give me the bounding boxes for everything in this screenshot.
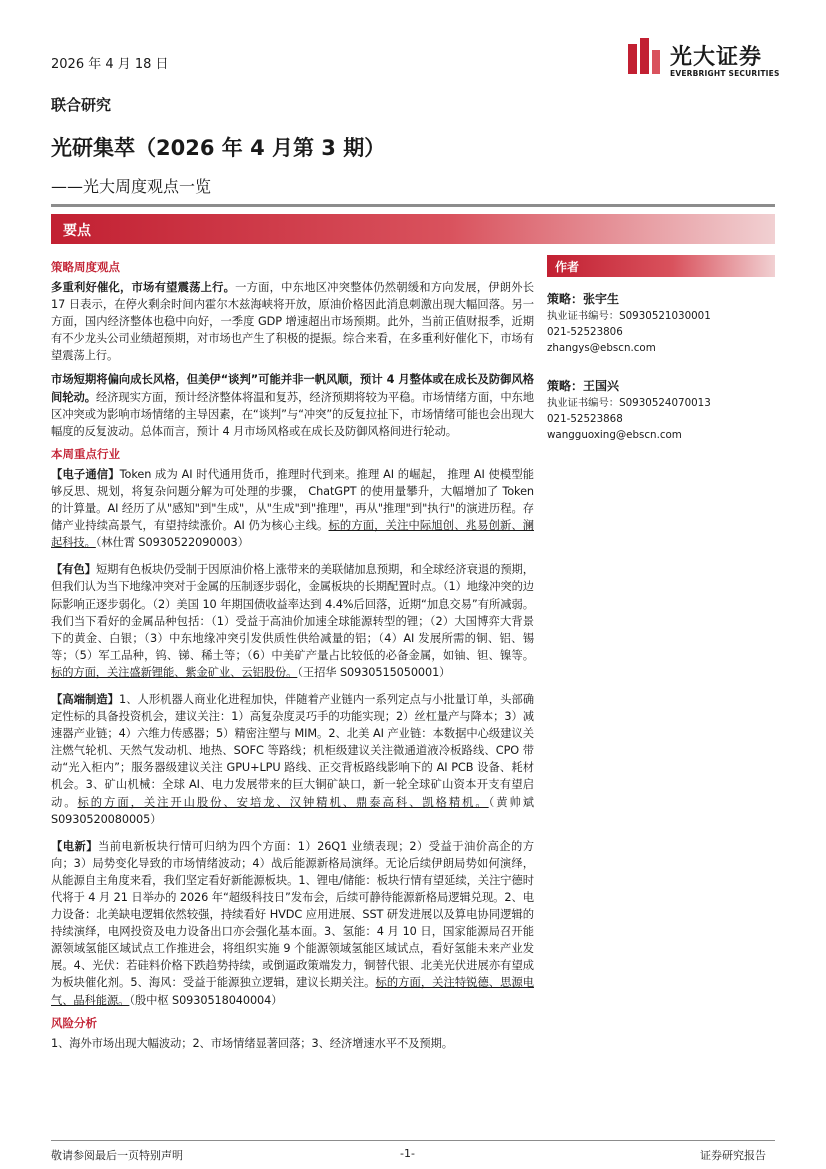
author-card [547, 378, 775, 443]
industry-body: 当前电新板块行情可归纳为四个方面：1）26Q1 业绩表现；2）受益于油价高企的方向；3）局势变化导致的市场情绪波动；4）战后能源新格局演绎。无论后续伊朗局势如何演绎，从能源自主角度来看，我们坚定看好新能源板块。1、锂电/储能：板块行情有望延续，关注宁德时代将于 4 月 21 日举办的 2026 年“超级科技日”发布会，后续可静待能源新格局逻辑兑现。2、电力设备：北美缺电逻辑依然较强，持续看好 HVDC 应用进展、SST 研发进展以及算电协同逻辑的持续演绎，电网投资及电力设备出口亦会强化基本面。3、氢能：4 月 10 日，国家能源局召开能源领域氢能区域试点工作推进会，将组织实施 9 个能源领域氢能区域试点，看好氢能未来产业发展。4、光伏：若硅料价格下跌趋势持续，或倒逼政策端发力，铜替代银、北美光伏进展亦有望成为板块催化剂。5、海风：受益于能源独立逻辑，建议长期关注。 [51, 839, 534, 990]
strategy-section-title: 策略周度观点 [51, 260, 120, 274]
industry-item-manufacturing [51, 691, 534, 828]
industry-targets: 标的方面，关注中际旭创、兆易创新、澜起科技。 [51, 519, 534, 550]
page-subtitle: ——光大周度观点一览 [51, 177, 212, 196]
risk-section-title: 风险分析 [51, 1015, 97, 1030]
key-points-label: 要点 [63, 223, 91, 239]
strategy-p2-headline: 市场短期将偏向成长风格，但美伊“谈判”可能并非一帆风顺，预计 4 月整体或在成长及防御风格间轮动。 [51, 373, 534, 404]
brand-logo [626, 36, 786, 86]
author-phone: 021-52523806 [547, 326, 623, 338]
author-cert: 执业证书编号：S0930521030001 [547, 310, 711, 322]
industry-analyst: （王招华 S0930515050001） [297, 665, 451, 679]
industry-item-power-equipment [51, 838, 534, 1009]
risk-text: 1、海外市场出现大幅波动；2、市场情绪显著回落；3、经济增速水平不及预期。 [51, 1036, 453, 1050]
industry-analyst: （林仕霄 S0930522090003） [95, 536, 249, 550]
author-name: 策略：王国兴 [547, 379, 620, 393]
everbright-logo-icon [626, 38, 662, 78]
industry-body: 短期有色板块仍受制于因原油价格上涨带来的美联储加息预期，和全球经济衰退的预期，但我们认为当下地缘冲突对于金属的压制逐步弱化，金属板块的长期配置时点。（1）地缘冲突的边际影响正逐步弱化。（2）美国 10 年期国债收益率达到 4.4%后回落，近期“加息交易”有所减弱。我们当下看好的金属品种包括：（1）受益于高油价加速全球能源转型的锂；（2）大国博弈大背景下的黄金、白银；（3）中东地缘冲突引发供质性供给减量的铝；（4）AI 发展所需的铜、铝、锡等；（5）军工品种，钨、锑、稀土等；（6）中美矿产量占比较低的必备金属，如铀、钽、镍等。 [51, 563, 534, 662]
industry-analyst: （黄帅斌 S0930520080005） [51, 795, 534, 826]
footer-disclaimer: 敬请参阅最后一页特别声明 [51, 1149, 183, 1162]
industry-targets: 标的方面，关注盛新锂能、紫金矿业、云铝股份。 [51, 665, 298, 679]
author-panel [547, 255, 775, 443]
author-name: 策略：张宇生 [547, 292, 620, 306]
author-cert: 执业证书编号：S0930524070013 [547, 397, 711, 409]
main-content [51, 260, 534, 1052]
author-email[interactable]: wangguoxing@ebscn.com [547, 429, 682, 441]
industry-analyst: （殷中枢 S0930518040004） [129, 993, 283, 1007]
industry-body: Token 成为 AI 时代通用货币，推理时代到来。推理 AI 的崛起， 推理 AI 使模型能够反思、规划，将复杂问题分解为可处理的步骤， ChatGPT 的使用量攀升，大幅增加了 Token 的计算量。AI 经历了从"感知"到"生成"，从"生成"到"推理"，再从"推理"到"执行"的演进历程。存储产业持续高景气，有望持续涨价。AI 仍为核心主线。 [51, 467, 534, 533]
footer-report-type: 证券研究报告 [700, 1149, 766, 1162]
report-type: 联合研究 [51, 96, 112, 114]
industry-body: 1、人形机器人商业化进程加快，伴随着产业链内一系列定点与小批量订单，头部确定性标的具备投资机会，建议关注：1）高复杂度灵巧手的功能实现；2）丝杠量产与降本；3）减速器产业链；4）六维力传感器；5）精密注塑与 MIM。2、北美 AI 产业链：本数据中心级建议关注燃气轮机、天然气发动机、地热、SOFC 等路线；机柜级建议关注微通道液冷板路线、CPO 带动“光入柜内”；服务器级建议关注 GPU+LPU 路线、正交背板路线影响下的 AI PCB 设备、耗材机会。3、矿山机械：全球 AI、电力发展带来的巨大铜矿缺口，新一轮全球矿山资本开支有望启动。 [51, 692, 535, 809]
industry-tag: 【电子通信】 [51, 467, 120, 481]
author-header [547, 255, 775, 277]
strategy-p1-body: 一方面，中东地区冲突整体仍然朝缓和方向发展，伊朗外长 17 日表示，在停火剩余时间内霍尔木兹海峡将开放，原油价格因此消息刺激出现大幅回落。另一方面，国内经济整体也稳中向好，一季度 GDP 增速超出市场预期。此外，当前正值财报季，近期有不少龙头公司业绩超预期，对市场也产生了积极的提振。综合来看，在多重利好催化下，市场有望震荡上行。 [51, 281, 535, 363]
industry-targets: 标的方面，关注开山股份、安培龙、汉钟精机、鼎泰高科、凯格精机。 [77, 795, 489, 809]
strategy-p1-headline: 多重利好催化，市场有望震荡上行。 [51, 281, 236, 294]
industry-tag: 【电新】 [51, 839, 98, 853]
report-date: 2026 年 4 月 18 日 [51, 57, 169, 72]
strategy-paragraph-2 [51, 371, 534, 439]
author-email[interactable]: zhangys@ebscn.com [547, 342, 656, 354]
footer-divider [51, 1140, 775, 1141]
industry-tag: 【高端制造】 [51, 692, 119, 706]
page-number: -1- [400, 1147, 415, 1160]
brand-name-cn: 光大证券 [670, 45, 763, 70]
industry-tag: 【有色】 [51, 563, 96, 577]
strategy-paragraph-1 [51, 279, 534, 364]
industry-item-electronics [51, 466, 534, 551]
author-header-label: 作者 [555, 260, 580, 274]
strategy-p2-body: 经济现实方面，预计经济整体将温和复苏，经济预期将较为平稳。市场情绪方面，中东地区冲突或为影响市场情绪的主导因素，在“谈判”与“冲突”的反复拉扯下，市场情绪可能也会出现大幅度的反复波动。总体而言，预计 4 月市场风格或在成长及防御风格间进行轮动。 [51, 390, 534, 438]
author-phone: 021-52523868 [547, 413, 623, 425]
brand-name-en: EVERBRIGHT SECURITIES [670, 69, 780, 78]
key-points-banner [51, 214, 775, 244]
author-card [547, 291, 775, 356]
industry-item-nonferrous [51, 561, 534, 681]
page-title: 光研集萃（2026 年 4 月第 3 期） [51, 136, 386, 160]
title-divider [51, 204, 775, 207]
industry-section-title: 本周重点行业 [51, 446, 120, 461]
industry-targets: 标的方面，关注特锐德、思源电气、晶科能源。 [51, 976, 534, 1007]
